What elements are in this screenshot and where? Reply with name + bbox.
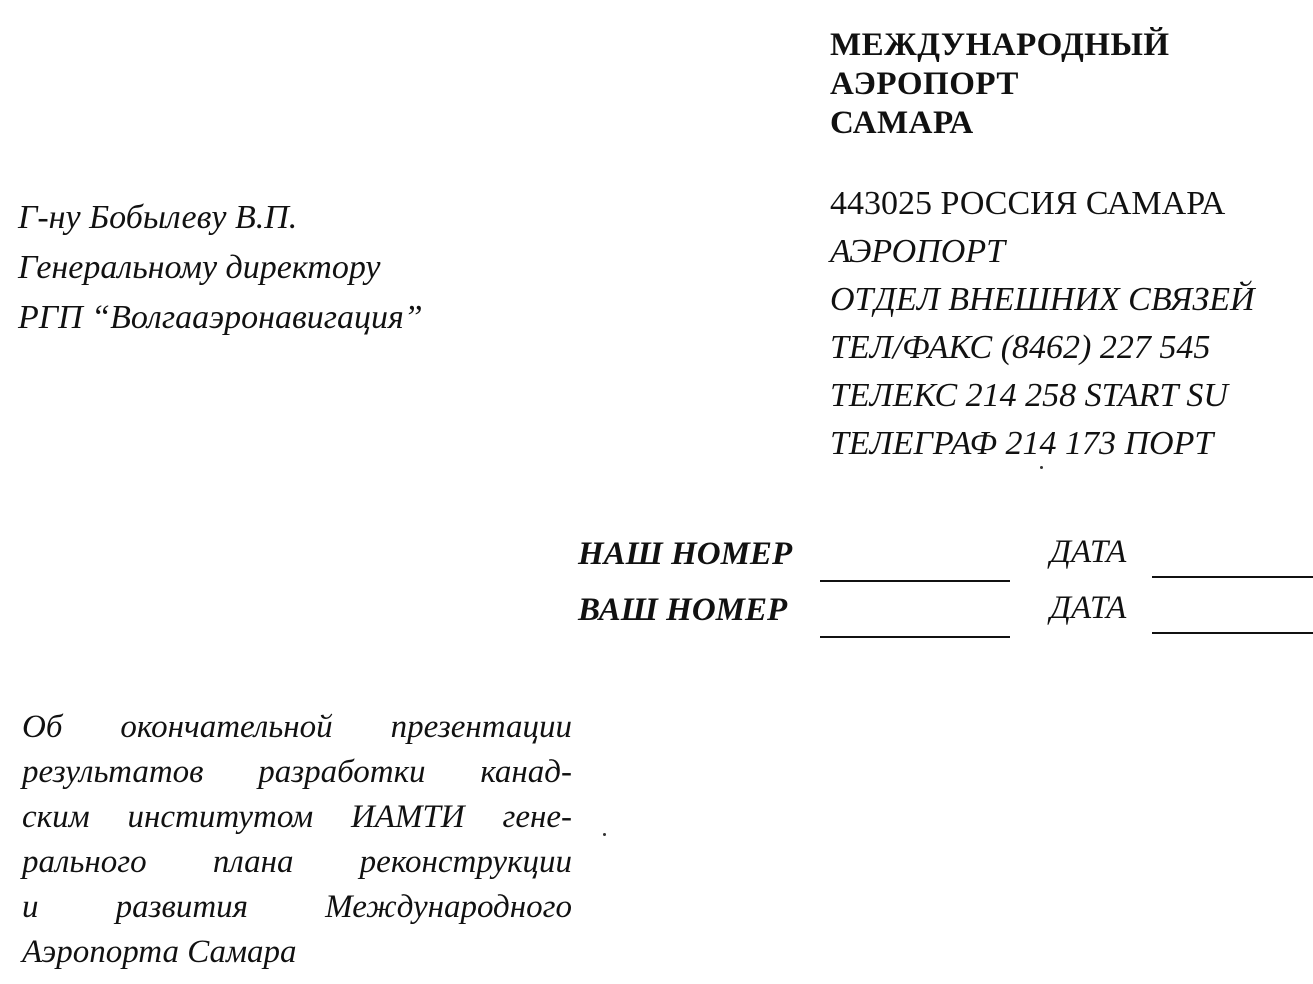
addressee-line: РГП “Волгааэронавигация” bbox=[18, 299, 423, 336]
our-number-blank bbox=[820, 580, 1010, 582]
organization-name-line: АЭРОПОРТ bbox=[830, 66, 1019, 102]
scan-speck bbox=[1040, 466, 1043, 469]
scan-speck bbox=[603, 833, 606, 836]
address-line: ОТДЕЛ ВНЕШНИХ СВЯЗЕЙ bbox=[830, 281, 1255, 318]
subject-paragraph bbox=[22, 705, 572, 975]
our-number-row bbox=[578, 532, 1313, 588]
subject-line: результатов разработки канад- bbox=[22, 754, 572, 790]
telegraph-line: ТЕЛЕГРАФ 214 173 ПОРТ bbox=[830, 425, 1214, 462]
subject-line: Об окончательной презентации bbox=[22, 709, 572, 745]
your-date-blank bbox=[1152, 632, 1313, 634]
organization-name bbox=[830, 26, 1170, 143]
organization-name-line: МЕЖДУНАРОДНЫЙ bbox=[830, 27, 1170, 63]
our-number-label: НАШ НОМЕР bbox=[578, 536, 793, 572]
telex-line: ТЕЛЕКС 214 258 START SU bbox=[830, 377, 1228, 414]
organization-address bbox=[830, 180, 1255, 468]
subject-line: Аэропорта Самара bbox=[22, 934, 297, 970]
phone-fax-line: ТЕЛ/ФАКС (8462) 227 545 bbox=[830, 329, 1211, 366]
reference-numbers bbox=[578, 532, 1313, 644]
our-date-blank bbox=[1152, 576, 1313, 578]
addressee-block bbox=[18, 193, 423, 343]
organization-name-line: САМАРА bbox=[830, 105, 974, 141]
our-date-label: ДАТА bbox=[1050, 534, 1127, 570]
subject-line: рального плана реконструкции bbox=[22, 844, 572, 880]
addressee-line: Генеральному директору bbox=[18, 249, 381, 286]
subject-line: и развития Международного bbox=[22, 889, 572, 925]
addressee-line: Г-ну Бобылеву В.П. bbox=[18, 199, 298, 236]
address-line: 443025 РОССИЯ САМАРА bbox=[830, 185, 1226, 222]
address-line: АЭРОПОРТ bbox=[830, 233, 1005, 270]
subject-line: ским институтом ИАМТИ гене- bbox=[22, 799, 572, 835]
your-number-blank bbox=[820, 636, 1010, 638]
your-number-label: ВАШ НОМЕР bbox=[578, 592, 788, 628]
your-date-label: ДАТА bbox=[1050, 590, 1127, 626]
your-number-row bbox=[578, 588, 1313, 644]
